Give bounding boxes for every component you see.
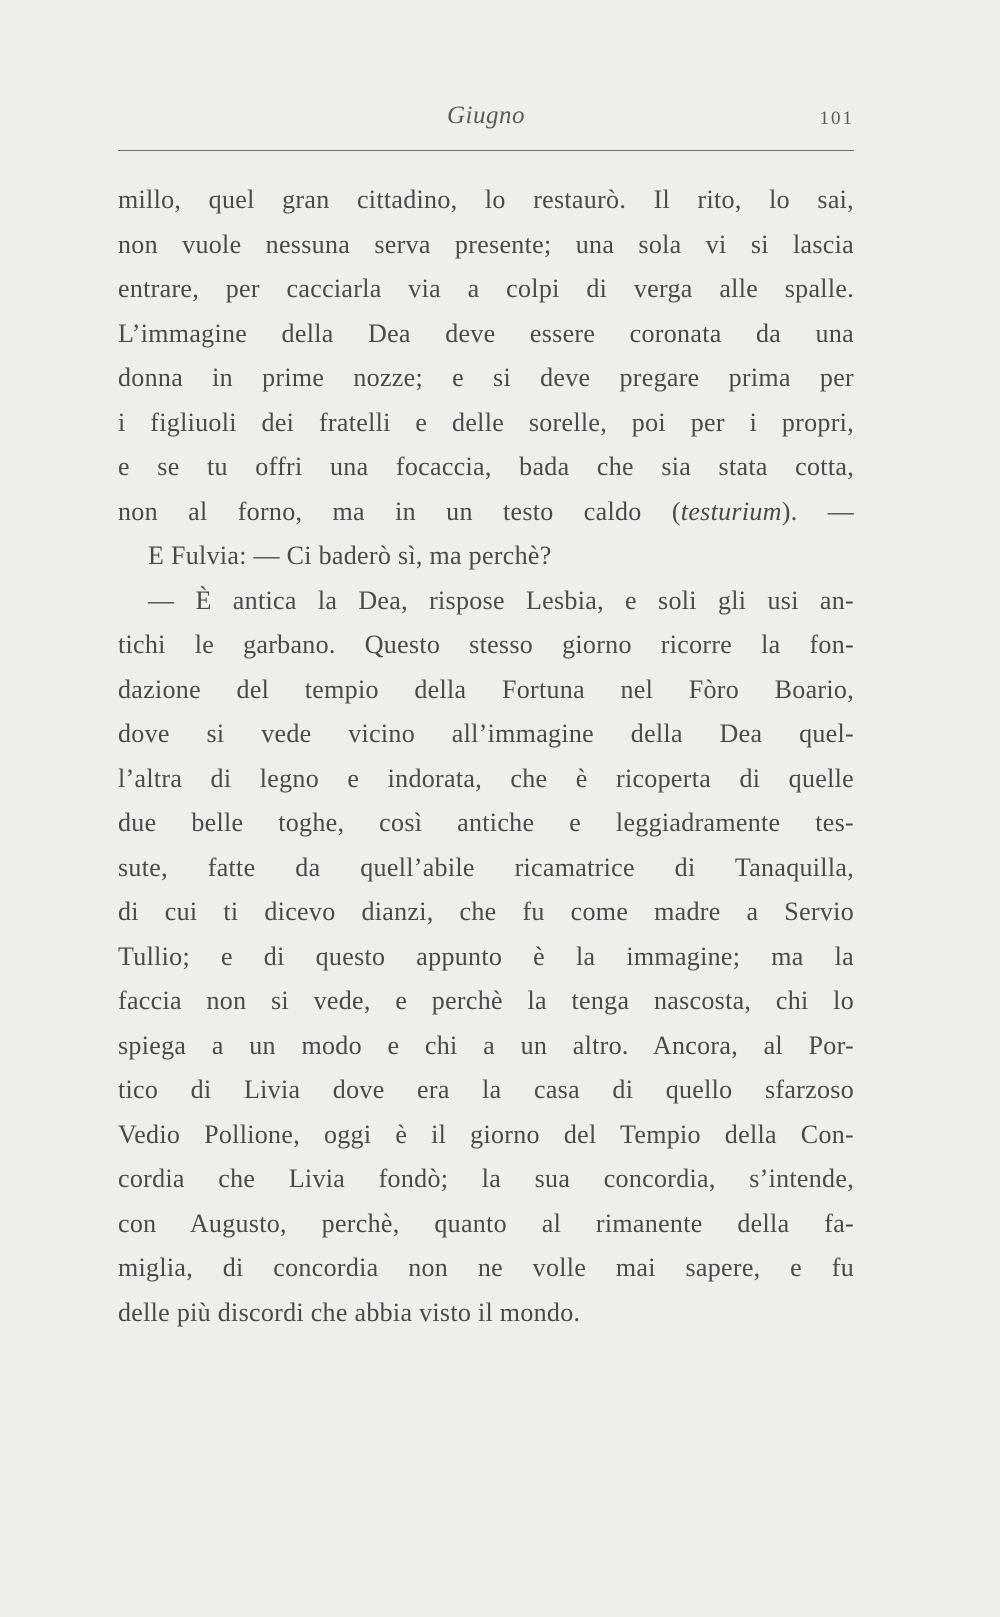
text-line: non vuole nessuna serva presente; una sola vi si lascia xyxy=(118,229,854,259)
text-line: delle più discordi che abbia visto il mondo. xyxy=(118,1297,581,1327)
running-title: Giugno xyxy=(447,102,525,129)
text-line: dove si vede vicino all’immagine della Dea quel- xyxy=(118,719,854,748)
text-line: cordia che Livia fondò; la sua concordia, s’intende, xyxy=(118,1164,854,1193)
text-line: e se tu offri una focaccia, bada che sia stata cotta, xyxy=(118,452,854,481)
text-line: Tullio; e di questo appunto è la immagine; ma la xyxy=(118,941,854,971)
text-line: dazione del tempio della Fortuna nel Fòro Boario, xyxy=(118,674,854,704)
text-line: millo, quel gran cittadino, lo restaurò. Il rito, lo sai, xyxy=(118,185,854,214)
text-line: L’immagine della Dea deve essere coronata da una xyxy=(118,318,854,348)
text-line: di cui ti dicevo dianzi, che fu come madre a Servio xyxy=(118,897,854,926)
body-text xyxy=(118,178,854,1335)
text-line: faccia non si vede, e perchè la tenga nascosta, chi lo xyxy=(118,986,854,1015)
text-line: — È antica la Dea, rispose Lesbia, e soli gli usi an- xyxy=(148,585,854,615)
text-line-with-italic xyxy=(118,490,854,535)
running-head xyxy=(118,96,854,136)
header-rule xyxy=(118,150,854,151)
text-line: donna in prime nozze; e si deve pregare prima per xyxy=(118,363,854,392)
text-segment: non al forno, ma in un testo caldo ( xyxy=(118,496,681,526)
text-line: sute, fatte da quell’abile ricamatrice di Tanaquilla, xyxy=(118,852,854,882)
text-line: spiega a un modo e chi a un altro. Ancora, al Por- xyxy=(118,1030,854,1060)
text-line: Vedio Pollione, oggi è il giorno del Tempio della Con- xyxy=(118,1119,854,1149)
italic-term: testurium xyxy=(680,496,782,526)
text-line: E Fulvia: — Ci baderò sì, ma perchè? xyxy=(148,541,552,570)
text-line: l’altra di legno e indorata, che è ricoperta di quelle xyxy=(118,763,854,793)
text-line: entrare, per cacciarla via a colpi di verga alle spalle. xyxy=(118,274,854,303)
page-number: 101 xyxy=(819,108,854,129)
text-line: tichi le garbano. Questo stesso giorno ricorre la fon- xyxy=(118,630,854,659)
text-line: con Augusto, perchè, quanto al rimanente della fa- xyxy=(118,1208,854,1238)
text-line: due belle toghe, così antiche e leggiadramente tes- xyxy=(118,808,854,837)
text-line: i figliuoli dei fratelli e delle sorelle, poi per i propri, xyxy=(118,407,854,437)
text-segment: ). — xyxy=(781,496,855,526)
text-line: tico di Livia dove era la casa di quello sfarzoso xyxy=(118,1075,854,1104)
text-line: miglia, di concordia non ne volle mai sapere, e fu xyxy=(118,1253,854,1282)
